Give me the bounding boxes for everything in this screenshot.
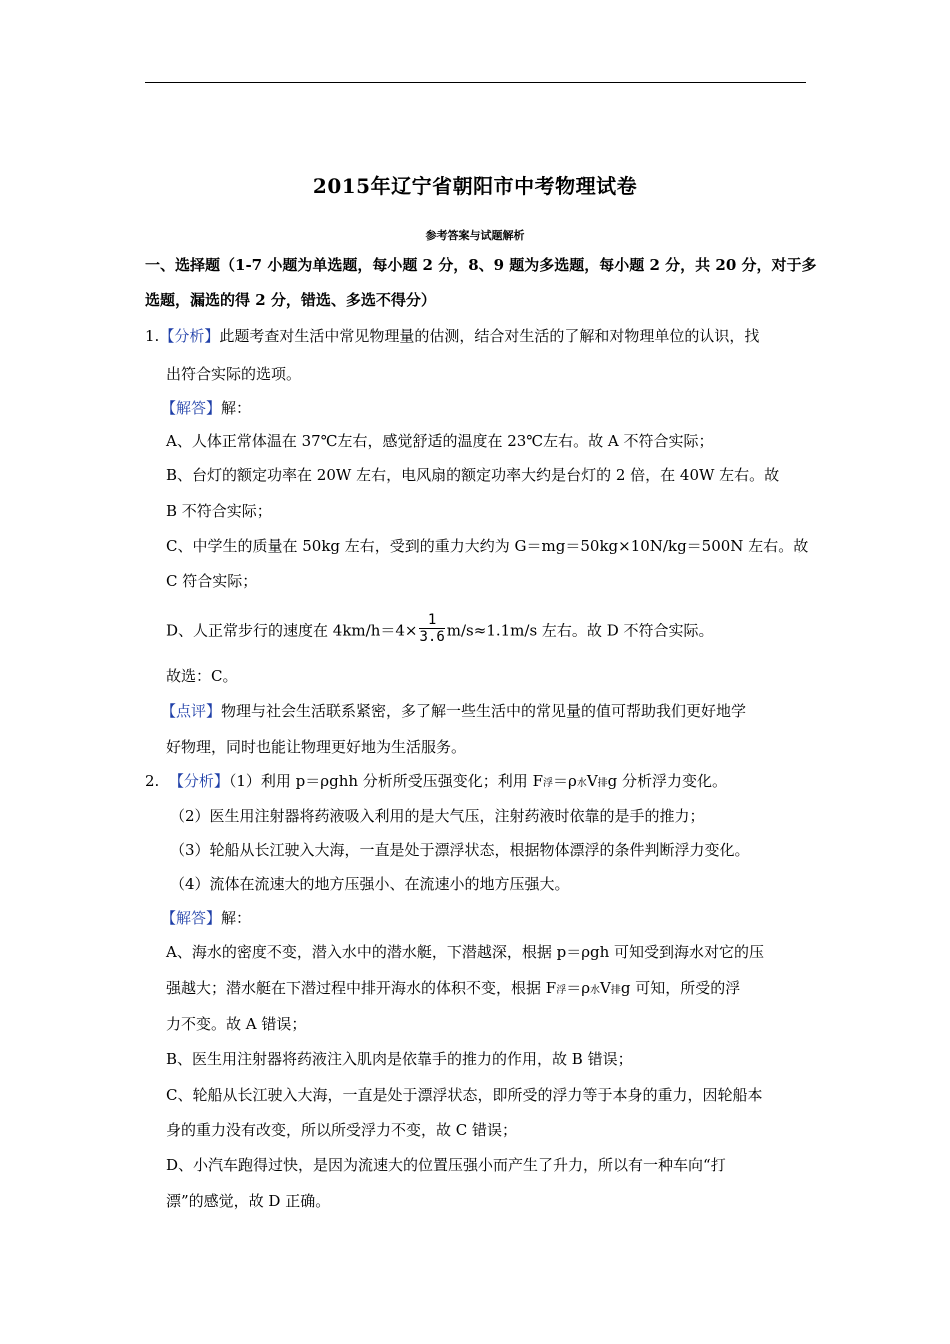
- q2-answer-line: [161, 908, 251, 928]
- q1-option-d: [166, 612, 714, 648]
- q1-analysis-text: 此题考查对生活中常见物理量的估测，结合对生活的了解和对物理单位的认识，找: [219, 327, 760, 345]
- q1-analysis-tag: 【分析】: [159, 327, 220, 345]
- q2-option-b: B、医生用注射器将药液注入肌肉是依靠手的推力的作用，故 B 错误；: [166, 1050, 633, 1068]
- q1-review-tag: 【点评】: [161, 702, 222, 720]
- q1-option-d-pre: D、人正常步行的速度在 4km/h＝4×: [166, 621, 418, 640]
- q2-point2: （2）医生用注射器将药液吸入利用的是大气压，注射药液时依靠的是手的推力；: [170, 807, 705, 825]
- q2-option-d-line1: D、小汽车跑得过快，是因为流速大的位置压强小而产生了升力，所以有一种车向“打: [166, 1156, 726, 1174]
- q2-point1-mid2: V: [586, 772, 598, 790]
- q1-number: 1.: [145, 327, 160, 345]
- q1-answer-lead: 解：: [221, 399, 252, 417]
- q2-option-a-line1: A、海水的密度不变，潜入水中的潜水艇，下潜越深，根据 p＝ρgh 可知受到海水对它的压: [166, 943, 765, 961]
- q2-option-c-line1: C、轮船从长江驶入大海，一直是处于漂浮状态，即所受的浮力等于本身的重力，因轮船本: [166, 1086, 763, 1104]
- q2-point1-mid1: ＝ρ: [552, 772, 577, 790]
- q2-point1-pre: （1）利用 p＝ρghh 分析所受压强变化；利用 F: [228, 772, 543, 790]
- q2-option-a-line2-pre: 强越大；潜水艇在下潜过程中排开海水的体积不变，根据 F: [166, 979, 557, 997]
- q2-option-c-line2: 身的重力没有改变，所以所受浮力不变，故 C 错误；: [166, 1121, 518, 1139]
- q1-option-a: A、人体正常体温在 37℃左右，感觉舒适的温度在 23℃左右。故 A 不符合实际；: [166, 432, 714, 450]
- q1-option-b-line2: B 不符合实际；: [166, 502, 272, 520]
- q2-option-a-mid1: ＝ρ: [566, 979, 591, 997]
- q2-number: 2.: [145, 772, 160, 790]
- q2-point1-post: g 分析浮力变化。: [607, 772, 728, 790]
- q2-option-d-line2: 漂”的感觉，故 D 正确。: [166, 1192, 331, 1210]
- q1-option-c-line1: C、中学生的质量在 50kg 左右，受到的重力大约为 G＝mg＝50kg×10N/kg＝500N 左右。故: [166, 537, 809, 555]
- q2-answer-tag: 【解答】: [161, 909, 222, 927]
- q1-fraction-numerator: 1: [419, 612, 444, 629]
- page-title: 2015年辽宁省朝阳市中考物理试卷: [312, 174, 638, 198]
- q2-option-a-line2-post: g 可知，所受的浮: [620, 979, 741, 997]
- q1-option-d-post: m/s≈1.1m/s 左右。故 D 不符合实际。: [446, 621, 714, 640]
- q1-fraction: [419, 612, 444, 645]
- q2-point3: （3）轮船从长江驶入大海，一直是处于漂浮状态，根据物体漂浮的条件判断浮力变化。: [170, 841, 750, 859]
- q2-point1-sub-water: 水: [576, 778, 587, 789]
- q2-answer-lead: 解：: [221, 909, 252, 927]
- q2-point4: （4）流体在流速大的地方压强小、在流速小的地方压强大。: [170, 875, 570, 893]
- section-heading-line1: 一、选择题（1-7 小题为单选题，每小题 2 分，8、9 题为多选题，每小题 2 分，共 20 分，对于多: [145, 256, 817, 274]
- q2-option-a-sub-float: 浮: [556, 985, 567, 996]
- header-rule: [145, 82, 806, 83]
- q1-review-line2: 好物理，同时也能让物理更好地为生活服务。: [166, 738, 467, 756]
- q1-choice: 故选：C。: [166, 667, 238, 685]
- q2-option-a-sub-water: 水: [590, 985, 601, 996]
- q1-review-line1: [161, 701, 746, 721]
- q2-point1-sub-float: 浮: [542, 778, 553, 789]
- q2-option-a-line3: 力不变。故 A 错误；: [166, 1015, 307, 1033]
- q1-analysis-line1: [145, 326, 759, 346]
- q1-review-text: 物理与社会生活联系紧密，多了解一些生活中的常见量的值可帮助我们更好地学: [221, 702, 747, 720]
- q1-option-c-line2: C 符合实际；: [166, 572, 258, 590]
- q2-option-a-sub-displaced: 排: [610, 985, 621, 996]
- q2-analysis-line1: [145, 771, 727, 794]
- section-heading-line2: 选题，漏选的得 2 分，错选、多选不得分）: [145, 291, 436, 309]
- q1-fraction-denominator: 3.6: [419, 629, 445, 645]
- q1-answer-line: [161, 398, 251, 418]
- q1-option-b-line1: B、台灯的额定功率在 20W 左右，电风扇的额定功率大约是台灯的 2 倍，在 40W 左右。故: [166, 466, 780, 484]
- q2-option-a-line2: [166, 978, 740, 1001]
- q2-analysis-tag: 【分析】: [168, 772, 229, 790]
- q1-answer-tag: 【解答】: [161, 399, 222, 417]
- q2-option-a-mid2: V: [600, 979, 611, 997]
- q2-point1-sub-displaced: 排: [597, 778, 608, 789]
- page-subtitle: 参考答案与试题解析: [425, 229, 525, 242]
- q1-analysis-line2: 出符合实际的选项。: [166, 365, 302, 383]
